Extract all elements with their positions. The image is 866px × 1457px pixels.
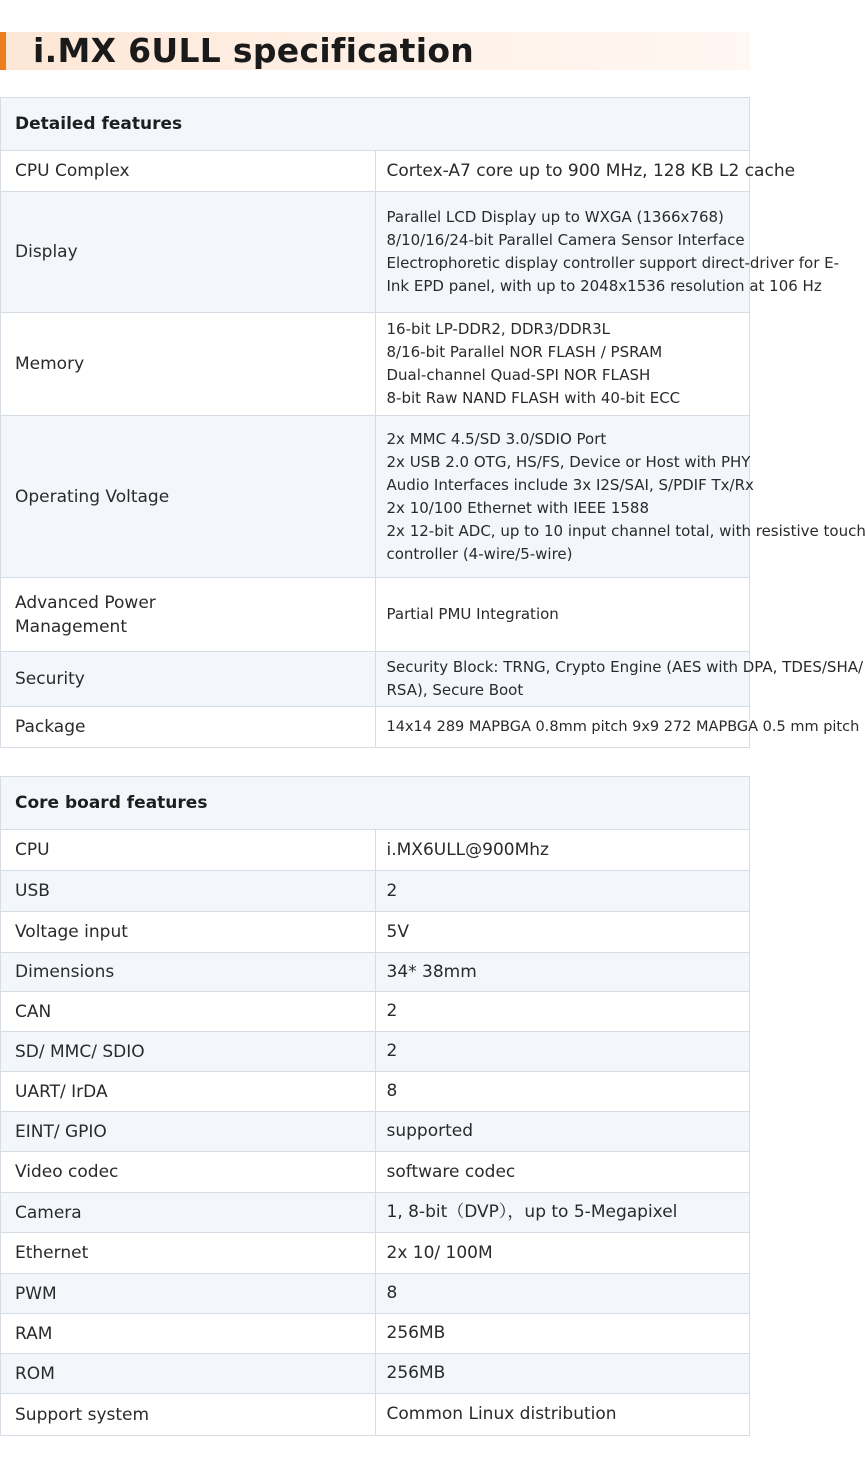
spec-key: Voltage input	[1, 912, 376, 953]
spec-value: 2	[375, 871, 750, 912]
table-row	[1, 953, 750, 992]
spec-key: USB	[1, 871, 376, 912]
table-row	[1, 1032, 750, 1072]
table-row	[1, 1193, 750, 1233]
table-row	[1, 578, 750, 652]
spec-value: 8	[375, 1072, 750, 1112]
table-row	[1, 707, 750, 748]
spec-value: Security Block: TRNG, Crypto Engine (AES with DPA, TDES/SHA/ RSA), Secure Boot	[375, 652, 750, 707]
spec-value: software codec	[375, 1152, 750, 1193]
title-banner	[0, 32, 750, 70]
spec-value: Common Linux distribution	[375, 1394, 750, 1436]
table-row	[1, 1274, 750, 1314]
spec-key: UART/ IrDA	[1, 1072, 376, 1112]
spec-key: CPU Complex	[1, 151, 376, 192]
table-row	[1, 151, 750, 192]
spec-value: 5V	[375, 912, 750, 953]
spec-value: 8	[375, 1274, 750, 1314]
table-row	[1, 830, 750, 871]
spec-key: EINT/ GPIO	[1, 1112, 376, 1152]
table-row	[1, 871, 750, 912]
table-row	[1, 912, 750, 953]
spec-value: 16-bit LP-DDR2, DDR3/DDR3L 8/16-bit Parallel NOR FLASH / PSRAM Dual-channel Quad-SPI NOR FLASH 8-bit Raw NAND FLASH with 40-bit ECC	[375, 313, 750, 416]
spec-value: 2	[375, 1032, 750, 1072]
spec-key: Dimensions	[1, 953, 376, 992]
spec-key: PWM	[1, 1274, 376, 1314]
spec-key: RAM	[1, 1314, 376, 1354]
spec-key: Support system	[1, 1394, 376, 1436]
table-row	[1, 652, 750, 707]
spec-key: Memory	[1, 313, 376, 416]
table-header-row	[1, 98, 750, 151]
spec-value: Parallel LCD Display up to WXGA (1366x768) 8/10/16/24-bit Parallel Camera Sensor Interface Electrophoretic display controller support direct-driver for E- Ink EPD panel, with up to 2048x1536 resolution at 106 Hz	[375, 192, 750, 313]
spec-key: CAN	[1, 992, 376, 1032]
spec-key: Advanced Power Management	[1, 578, 376, 652]
table-row	[1, 992, 750, 1032]
spec-value: Cortex-A7 core up to 900 MHz, 128 KB L2 cache	[375, 151, 750, 192]
core-board-features-heading: Core board features	[1, 777, 750, 830]
spec-key: Display	[1, 192, 376, 313]
spec-key: CPU	[1, 830, 376, 871]
spec-value: Partial PMU Integration	[375, 578, 750, 652]
spec-key: Security	[1, 652, 376, 707]
table-row	[1, 1112, 750, 1152]
spec-value: 256MB	[375, 1314, 750, 1354]
table-row	[1, 1152, 750, 1193]
table-row	[1, 192, 750, 313]
table-row	[1, 1233, 750, 1274]
table-header-row	[1, 777, 750, 830]
spec-value: 256MB	[375, 1354, 750, 1394]
title-accent-bar	[0, 32, 6, 70]
spec-key: Package	[1, 707, 376, 748]
detailed-features-table	[0, 97, 866, 748]
page-title: i.MX 6ULL specification	[33, 31, 475, 70]
spec-key: Video codec	[1, 1152, 376, 1193]
table-row	[1, 416, 750, 578]
table-row	[1, 1354, 750, 1394]
core-board-features-table	[0, 776, 750, 1436]
table-row	[1, 1072, 750, 1112]
spec-key: ROM	[1, 1354, 376, 1394]
spec-value: 2x MMC 4.5/SD 3.0/SDIO Port 2x USB 2.0 OTG, HS/FS, Device or Host with PHY Audio Interfaces include 3x I2S/SAI, S/PDIF Tx/Rx 2x 10/100 Ethernet with IEEE 1588 2x 12-bit ADC, up to 10 input channel total, with resistive touch controller (4-wire/5-wire)	[375, 416, 750, 578]
spec-value: 34* 38mm	[375, 953, 750, 992]
spec-key: Operating Voltage	[1, 416, 376, 578]
spec-value: 2	[375, 992, 750, 1032]
table-row	[1, 313, 750, 416]
spec-value: i.MX6ULL@900Mhz	[375, 830, 750, 871]
table-row	[1, 1314, 750, 1354]
detailed-features-heading: Detailed features	[1, 98, 750, 151]
spec-value: 1, 8-bit（DVP），up to 5-Megapixel	[375, 1193, 750, 1233]
table-row	[1, 1394, 750, 1436]
spec-value: 2x 10/ 100M	[375, 1233, 750, 1274]
spec-value: 14x14 289 MAPBGA 0.8mm pitch 9x9 272 MAPBGA 0.5 mm pitch	[375, 707, 750, 748]
spec-key: Camera	[1, 1193, 376, 1233]
spec-value: supported	[375, 1112, 750, 1152]
spec-key: Ethernet	[1, 1233, 376, 1274]
spec-key: SD/ MMC/ SDIO	[1, 1032, 376, 1072]
